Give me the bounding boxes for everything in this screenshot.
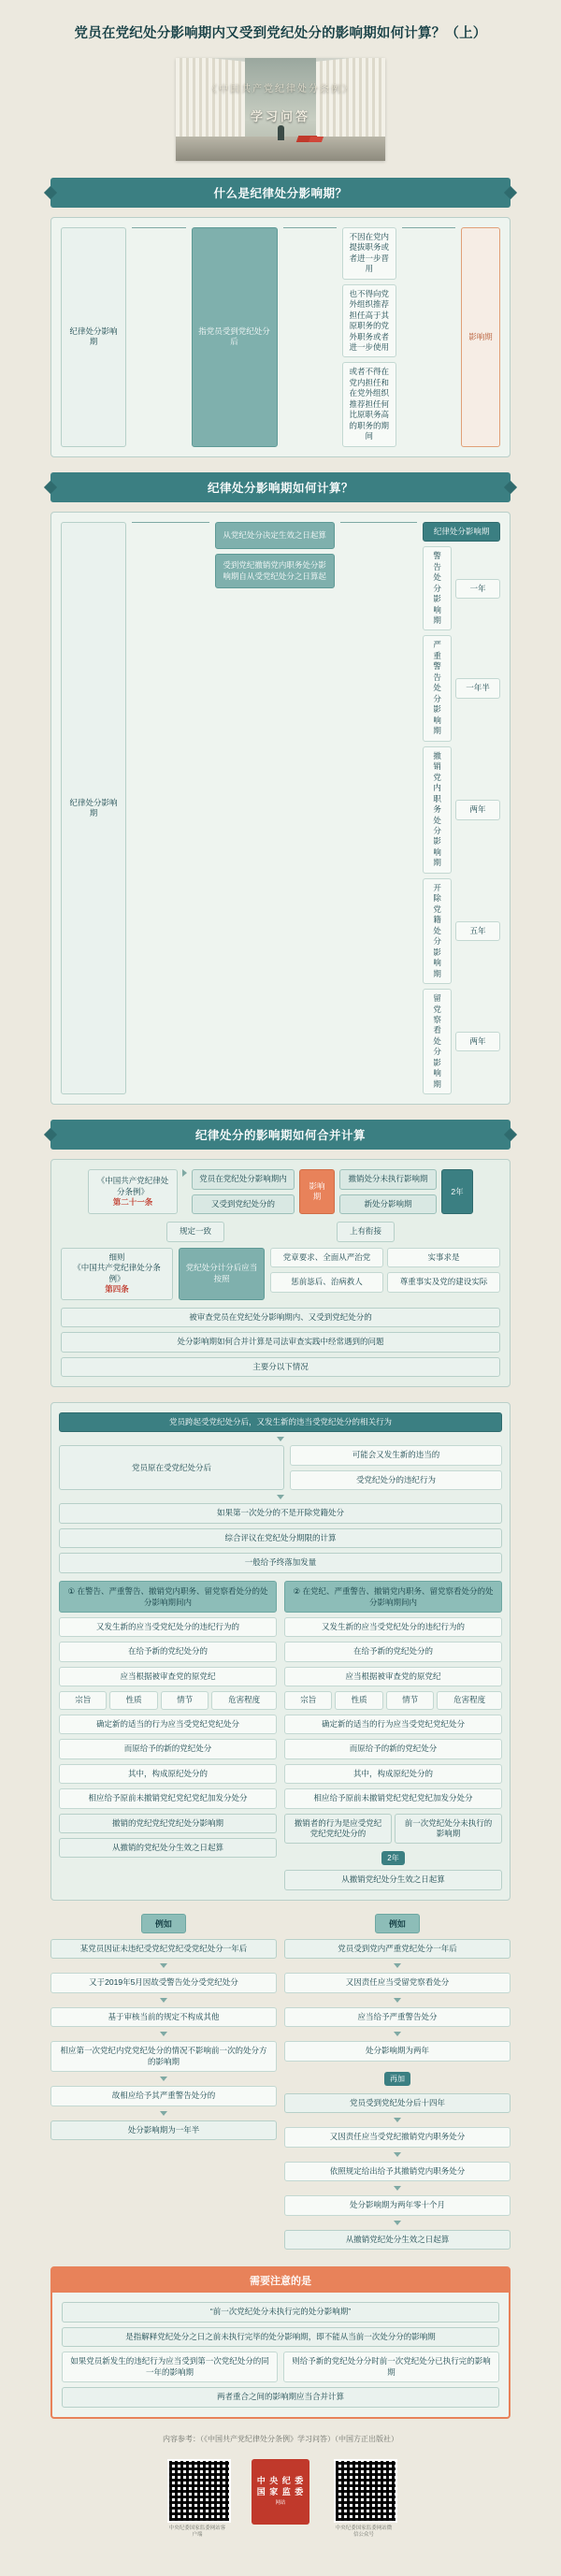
hero-caption-top: 《中国共产党纪律处分条例》 [208, 83, 353, 94]
s2-connector-1 [132, 522, 209, 523]
s2-row-0-name: 警告处分影响期 [423, 546, 452, 630]
s1-left-label: 纪律处分影响期 [61, 227, 126, 447]
bigflow-left-step-1: 在给予新的党纪处分的 [59, 1642, 277, 1661]
bigflow-top-left: 党员原在受党纪处分后 [59, 1445, 284, 1490]
merge-doc-clause: 第二十一条 [112, 1196, 153, 1207]
example-1-tab: 例如 [141, 1914, 186, 1933]
bigflow-right-branch [284, 1581, 502, 1890]
merge-left-doc-name: 《中国共产党纪律处分条例》 [73, 1263, 161, 1283]
bigflow-left-step-7: 相应给予原前未撤销党纪党纪党纪加发分处分 [59, 1788, 277, 1808]
footer [0, 2459, 561, 2539]
bigflow-right-badge-2years: 2年 [381, 1851, 404, 1865]
s1-item-2: 也不得向党外组织推荐担任高于其原职务的党外职务或者进一步使用 [342, 284, 396, 358]
section-banner-3: 纪律处分的影响期如何合并计算 [50, 1120, 511, 1150]
example-2-step-4: 党员受到党纪处分后十四年 [284, 2093, 511, 2113]
merge-panel [50, 1159, 511, 1387]
s1-connector-2 [283, 227, 338, 228]
bigflow-right-step-10: 从撤销党纪处分生效之日起算 [284, 1870, 502, 1889]
example-2-arrow-6 [394, 2186, 401, 2191]
merge-left-note: 规定一致 [166, 1222, 224, 1241]
note-panel [50, 2266, 511, 2418]
s2-table-head: 纪律处分影响期 [423, 522, 500, 542]
red-book-icon-2 [309, 137, 324, 142]
merge-right-note: 上有衔接 [337, 1222, 395, 1241]
example-2-step-7: 处分影响期为两年零十个月 [284, 2195, 511, 2215]
qr-right[interactable] [334, 2459, 394, 2539]
bigflow-left-step-6: 其中，构成原纪处分的 [59, 1764, 277, 1784]
merge-arrow-1 [182, 1169, 187, 1177]
merge-right-item-3: 惩前毖后、治病救人 [270, 1272, 383, 1292]
merge-cond-1b: 又受到党纪处分的 [192, 1194, 295, 1214]
bigflow-top-right-1: 可能会又发生新的违当的 [290, 1445, 502, 1465]
merge-right-item-1: 党章要求、全面从严治党 [270, 1248, 383, 1267]
merge-left-doc-clause: 第四条 [105, 1284, 129, 1295]
emblem-logo [252, 2459, 309, 2525]
example-2-step-8: 从撤销党纪处分生效之日起算 [284, 2230, 511, 2250]
bigflow-right-step-2: 应当根据被审查党的原党纪 [284, 1667, 502, 1686]
example-2-head: 党员受到党内严重党纪处分一年后 [284, 1939, 511, 1959]
bigflow-top-right-2: 受党纪处分的违纪行为 [290, 1470, 502, 1490]
bigflow-left-factor-3: 危害程度 [211, 1691, 277, 1709]
example-1-step-1: 基于审核当前的规定不构成其他 [50, 2007, 277, 2027]
example-2-step-1: 应当给予严重警告处分 [284, 2007, 511, 2027]
bigflow-left-factor-1: 性质 [109, 1691, 157, 1709]
s2-branch-2: 受到党纪撤销党内职务处分影响期自从受党纪处分之日算起 [215, 554, 335, 588]
example-1-step-0: 又于2019年5月因故受警告处分受党纪处分 [50, 1973, 277, 1992]
bigflow-right-factor-1: 性质 [335, 1691, 382, 1709]
example-2-again-tag: 再加 [384, 2072, 410, 2086]
emblem-sub: 网站 [275, 2500, 286, 2507]
example-1-arrow-2 [160, 2032, 167, 2036]
examples-wrapper [50, 1914, 511, 2250]
bigflow-left-factor-0: 宗旨 [59, 1691, 107, 1709]
s1-item-3: 或者不得在党内担任和在党外组织推荐担任何比原职务高的职务的期间 [342, 362, 396, 446]
note-item-4: 两者重合之间的影响期应当合并计算 [62, 2387, 499, 2407]
bigflow-right-factor-3: 危害程度 [437, 1691, 502, 1709]
s1-item-1: 不因在党内提拔职务或者进一步晋用 [342, 227, 396, 280]
bigflow-left-step-9: 从撤销的党纪处分生效之日起算 [59, 1838, 277, 1858]
example-2-step-0: 又因责任应当受留党察看处分 [284, 1973, 511, 1992]
bigflow-chain-1: 综合评议在党纪处分期限的计算 [59, 1528, 502, 1548]
bigflow-head: 党员跨起受党纪处分后，又发生新的违当受党纪处分的相关行为 [59, 1412, 502, 1432]
qr-code-left-icon [167, 2459, 231, 2523]
bigflow-left-step-5: 而原给予的新的党纪处分 [59, 1739, 277, 1758]
bigflow-right-step-1: 在给予新的党纪处分的 [284, 1642, 502, 1661]
section-1-panel [50, 217, 511, 457]
s2-left-label: 纪律处分影响期 [61, 522, 126, 1095]
example-2-arrow-7 [394, 2221, 401, 2225]
example-1-arrow-3 [160, 2077, 167, 2081]
example-2-arrow-4 [394, 2118, 401, 2122]
hero-caption-main: 学习问答 [250, 109, 310, 123]
note-item-3: 则给予新的党纪处分分时前一次党纪处分已执行完的影响期 [283, 2352, 499, 2382]
merge-cond-2b: 新处分影响期 [339, 1194, 437, 1214]
example-1-arrow-1 [160, 1998, 167, 2003]
example-1-arrow-4 [160, 2111, 167, 2116]
example-2-arrow-1 [394, 1998, 401, 2003]
big-flow-panel [50, 1402, 511, 1901]
bigflow-left-step-0: 又发生新的应当受党纪处分的违纪行为的 [59, 1617, 277, 1637]
example-1-step-4: 处分影响期为一年半 [50, 2120, 277, 2140]
bigflow-right-head: ② 在党纪、严重警告、撤销党内职务、留党察看处分的处分影响期间内 [284, 1581, 502, 1613]
merge-left-doc-title: 细则 [108, 1252, 125, 1262]
example-2-tab: 例如 [375, 1914, 420, 1933]
note-item-2: 如果党员新发生的违纪行为应当受到第一次党纪处分的同一年的影响期 [62, 2352, 278, 2382]
merge-badge-2years: 2年 [441, 1169, 473, 1214]
bigflow-chain-2: 一般给予终落加发量 [59, 1553, 502, 1572]
bigflow-left-branch [59, 1581, 277, 1890]
merge-cond-1a: 党员在党纪处分影响期内 [192, 1169, 295, 1189]
merge-cond-2a: 撤销处分未执行影响期 [339, 1169, 437, 1189]
bigflow-chain-0: 如果第一次处分的不是开除党籍处分 [59, 1503, 502, 1523]
bigflow-arrow-0 [277, 1437, 284, 1441]
example-1 [50, 1914, 277, 2250]
note-item-1: 是指解释党纪处分之日之前未执行完毕的处分影响期，即不能从当前一次处分分的影响期 [62, 2327, 499, 2347]
bigflow-right-step-8b: 前一次党纪处分未执行的影响期 [395, 1814, 502, 1845]
example-2-step-5: 又因责任应当受党纪撤销党内职务处分 [284, 2127, 511, 2147]
qr-left[interactable] [167, 2459, 227, 2539]
s2-row-1-value: 一年半 [455, 678, 500, 698]
bigflow-left-step-4: 确定新的适当的行为应当受党纪党纪处分 [59, 1715, 277, 1734]
merge-doc [88, 1169, 178, 1214]
merge-right-last: 尊重事实及党的建设实际 [387, 1272, 500, 1292]
s2-branch-1: 从党纪处分决定生效之日起算 [215, 522, 335, 549]
s2-row-4-value: 两年 [455, 1032, 500, 1051]
merge-result-2: 处分影响期如何合并计算是司法审查实践中经常遇到的问题 [61, 1332, 500, 1352]
example-2-arrow-2 [394, 2032, 401, 2036]
bigflow-left-step-8: 撤销的党纪党纪党纪处分影响期 [59, 1814, 277, 1833]
s1-connector-1 [132, 227, 186, 228]
merge-right-item-2: 实事求是 [387, 1248, 500, 1267]
emblem-line-2: 国 家 监 委 [256, 2487, 305, 2497]
bigflow-right-step-8a: 撤销者的行为是应受党纪党纪党纪处分的 [284, 1814, 392, 1845]
bigflow-right-step-7: 相应给予原前未撤销党纪党纪党纪加发分处分 [284, 1788, 502, 1808]
s2-row-4-name: 留党察看处分影响期 [423, 989, 452, 1094]
example-2-step-2: 处分影响期为两年 [284, 2041, 511, 2061]
s2-row-2-value: 两年 [455, 800, 500, 819]
section-banner-2: 纪律处分影响期如何计算？ [50, 472, 511, 502]
bigflow-left-step-2: 应当根据被审查党的原党纪 [59, 1667, 277, 1686]
s1-tag: 影响期 [461, 227, 500, 447]
hero-image [176, 58, 385, 161]
bigflow-right-step-6: 其中，构成原纪处分的 [284, 1764, 502, 1784]
bigflow-right-step-5: 而原给予的新的党纪处分 [284, 1739, 502, 1758]
example-1-head: 某党员因证未违纪受党纪党纪受党纪处分一年后 [50, 1939, 277, 1959]
section-banner-1: 什么是纪律处分影响期？ [50, 178, 511, 208]
example-2-arrow-0 [394, 1963, 401, 1968]
qr-right-caption: 中央纪委国家监委网站微信公众号 [335, 2525, 393, 2538]
s2-connector-2 [340, 522, 418, 523]
person-figure [278, 125, 284, 140]
s1-connector-3 [402, 227, 456, 228]
s2-row-1-name: 严重警告处分影响期 [423, 635, 452, 741]
qr-code-right-icon [334, 2459, 397, 2523]
bigflow-right-factor-2: 情节 [386, 1691, 434, 1709]
note-item-0: “前一次党纪处分未执行完的处分影响期” [62, 2302, 499, 2322]
bigflow-right-step-0: 又发生新的应当受党纪处分的违纪行为的 [284, 1617, 502, 1637]
merge-op-label: 影响期 [299, 1169, 335, 1214]
merge-result-1: 被审查党员在党纪处分影响期内、又受到党纪处分的 [61, 1308, 500, 1327]
merge-doc-name: 《中国共产党纪律处分条例》 [96, 1176, 169, 1196]
example-2 [284, 1914, 511, 2250]
s2-row-3-name: 开除党籍处分影响期 [423, 878, 452, 984]
section-2-panel [50, 512, 511, 1106]
example-1-step-2: 相应第一次党纪内党党纪处分的情况不影响前一次的处分方的影响期 [50, 2041, 277, 2072]
s1-mid-label: 指党员受到党纪处分后 [192, 227, 278, 447]
source-note: 内容参考：（《中国共产党纪律处分条例》学习问答）（中国方正出版社） [163, 2434, 398, 2443]
note-head: 需要注意的是 [52, 2268, 509, 2293]
qr-left-caption: 中央纪委国家监委网站客户端 [168, 2525, 226, 2538]
page-title: 党员在党纪处分影响期内又受到党纪处分的影响期如何计算？（上） [74, 26, 487, 41]
s2-row-0-value: 一年 [455, 579, 500, 599]
bigflow-left-factor-2: 情节 [161, 1691, 209, 1709]
s2-row-2-name: 撤销党内职务处分影响期 [423, 746, 452, 874]
s2-row-3-value: 五年 [455, 921, 500, 941]
merge-result-3: 主要分以下情况 [61, 1357, 500, 1377]
merge-left-doc [61, 1248, 173, 1300]
bigflow-right-factor-0: 宗旨 [284, 1691, 332, 1709]
bigflow-right-step-4: 确定新的适当的行为应当受党纪党纪处分 [284, 1715, 502, 1734]
example-1-arrow-0 [160, 1963, 167, 1968]
example-2-step-6: 依照规定给出给予其撤销党内职务处分 [284, 2162, 511, 2181]
merge-right-items-head: 党纪处分计分后应当按照 [179, 1248, 265, 1300]
bigflow-arrow-1 [277, 1495, 284, 1499]
example-1-step-3: 故相应给予其严重警告处分的 [50, 2086, 277, 2106]
emblem-line-1: 中 央 纪 委 [256, 2476, 305, 2486]
bigflow-left-head: ① 在警告、严重警告、撤销党内职务、留党察看处分的处分影响期间内 [59, 1581, 277, 1613]
example-2-arrow-5 [394, 2152, 401, 2157]
